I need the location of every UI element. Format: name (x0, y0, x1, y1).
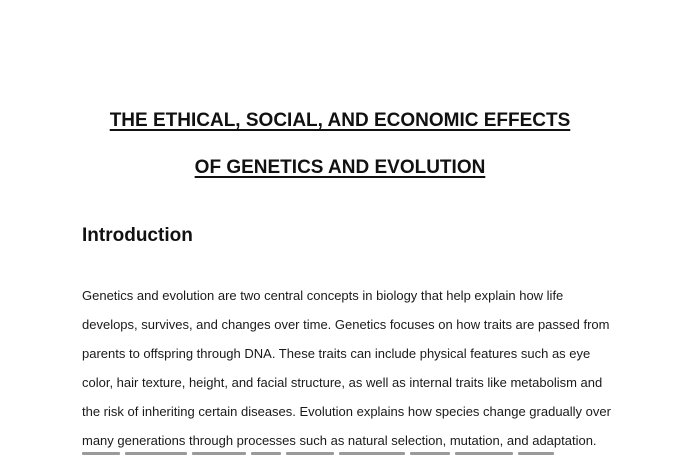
paragraph-line-2: develops, survives, and changes over time. Genetics focuses on how traits are passed from (82, 317, 610, 332)
paragraph-line-3: parents to offspring through DNA. These traits can include physical features such as eye (82, 346, 591, 361)
paragraph-line-1: Genetics and evolution are two central concepts in biology that help explain how life (82, 288, 564, 303)
section-heading-introduction: Introduction (82, 225, 193, 246)
document-title-line-2: OF GENETICS AND EVOLUTION (194, 157, 486, 178)
paragraph-line-6: many generations through processes such as natural selection, mutation, and adaptation. (82, 433, 597, 448)
paragraph-line-5: the risk of inheriting certain diseases. Evolution explains how species change gradually over (82, 404, 611, 419)
document-title-line-1: THE ETHICAL, SOCIAL, AND ECONOMIC EFFECTS (109, 110, 571, 131)
paragraph-line-4: color, hair texture, height, and facial structure, as well as internal traits like metabolism and (82, 375, 603, 390)
introduction-paragraph (82, 281, 642, 455)
cut-off-text-line (82, 452, 602, 459)
